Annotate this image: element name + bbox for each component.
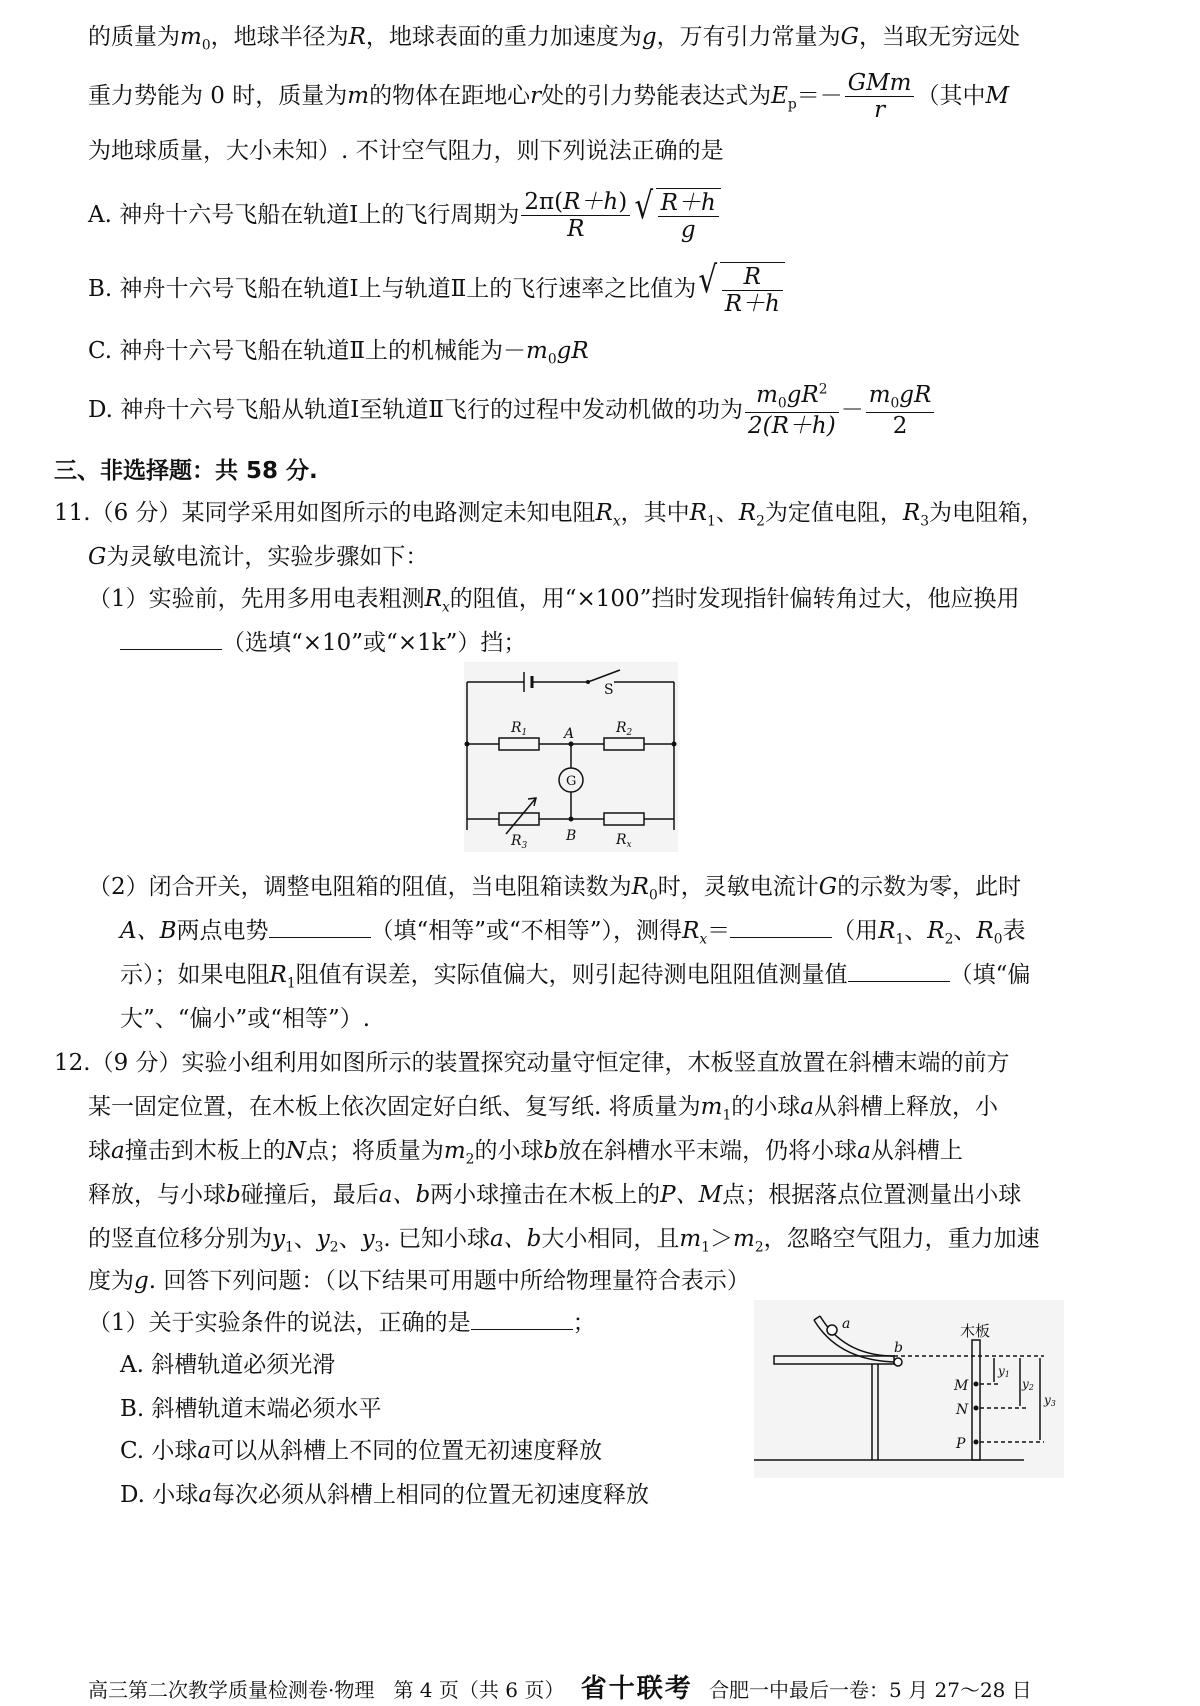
point-m-label: M [954,1378,969,1394]
label-g: G [566,774,577,789]
y3-label: y3 [1044,1393,1056,1408]
text-line: 的竖直位移分别为$y_1$、$y_2$、$y_3$. 已知小球a、b大小相同，且$m_1>m_2$，忽略空气阻力，重力加速 [88,1226,1040,1256]
answer-blank[interactable] [120,626,222,650]
text-line: （1）关于实验条件的说法，正确的是 ； [88,1304,596,1337]
label-s: S [604,682,614,698]
text-line: 为地球质量，大小未知）. 不计空气阻力，则下列说法正确的是 [88,138,724,164]
q12-option-c: C. 小球a可以从斜槽上不同的位置无初速度释放 [120,1438,603,1464]
text-line: （选填“×10”或“×1k”）挡； [120,624,526,657]
apparatus-diagram [754,1300,1064,1478]
ball-a-label: a [842,1316,851,1332]
answer-blank[interactable] [269,914,371,938]
circuit-diagram [464,662,678,852]
question-12: 12.（9 分）实验小组利用如图所示的装置探究动量守恒定律，木板竖直放置在斜槽末端的前方 [54,1050,1010,1076]
text-line: （2）闭合开关，调整电阻箱的阻值，当电阻箱读数为$R_0$时，灵敏电流计G的示数为零，此时 [88,874,1022,904]
text-line: 的质量为$m_0$，地球半径为R，地球表面的重力加速度为g，万有引力常量为G，当取无穷远处 [88,24,1021,54]
option-b: B. 神舟十六号飞船在轨道Ⅰ上与轨道Ⅱ上的飞行速率之比值为 √ $\frac{R}{R+h}$ [88,262,785,318]
label-r3: $R_3$ [511,833,528,851]
text-line: 度为g. 回答下列问题：（以下结果可用题中所给物理量符合表示） [88,1268,750,1294]
label-a: A [564,726,575,742]
text-line: 示）；如果电阻$R_1$阻值有误差，实际值偏大，则引起待测电阻阻值测量值 （填“偏 [120,956,1030,992]
y2-label: y2 [1022,1377,1034,1392]
label-rx: $R_x$ [616,832,632,850]
point-p-label: P [956,1436,966,1452]
option-a: A. 神舟十六号飞船在轨道Ⅰ上的飞行周期为 $\frac{2\pi(R+h)}{R}$ √ $\frac{R+h}{g}$ [88,188,721,244]
answer-blank[interactable] [730,914,832,938]
option-d: D. 神舟十六号飞船从轨道Ⅰ至轨道Ⅱ飞行的过程中发动机做的功为 $\frac{m_0gR^2}{2(R+h)}$ － $\frac{m_0gR}{2}$ [88,382,936,440]
q12-option-b: B. 斜槽轨道末端必须水平 [120,1396,382,1422]
page-footer: 高三第二次教学质量检测卷·物理 第 4 页（共 6 页） 省十联考 合肥一中最后一卷：5 月 27～28 日 [88,1674,1032,1704]
label-r1: $R_1$ [511,720,528,738]
option-c: C. 神舟十六号飞船在轨道Ⅱ上的机械能为$-m_0gR$ [88,338,589,368]
q12-option-d: D. 小球a每次必须从斜槽上相同的位置无初速度释放 [120,1482,649,1508]
text-line: 球a撞击到木板上的N点；将质量为$m_2$的小球b放在斜槽水平末端，仍将小球a从斜槽上 [88,1138,963,1168]
text-line: 释放，与小球b碰撞后，最后a、b两小球撞击在木板上的P、M点；根据落点位置测量出小球 [88,1182,1022,1208]
label-r2: $R_2$ [616,720,633,738]
answer-blank[interactable] [848,958,950,982]
section-heading: 三、非选择题：共 58 分. [54,458,318,484]
brand-logo: 省十联考 [580,1674,693,1704]
text-line: （1）实验前，先用多用电表粗测$R_x$的阻值，用“×100”挡时发现指针偏转角过大，他应换用 [88,586,1020,616]
y1-label: y1 [998,1364,1010,1379]
board-label: 木板 [960,1322,991,1340]
text-line: 大”、“偏小”或“相等”）. [120,1006,371,1032]
text-line: 重力势能为 0 时，质量为m的物体在距地心r处的引力势能表达式为$E_p=-$ $\frac{\text{GMm}}{r}$ （其中M [88,70,1010,124]
potential-fraction: $\frac{\text{GMm}}{r}$ [845,70,915,124]
text-line: 某一固定位置，在木板上依次固定好白纸、复写纸. 将质量为$m_1$的小球a从斜槽上释放，小 [88,1094,998,1124]
text-line: G为灵敏电流计，实验步骤如下： [88,544,429,570]
text-line: A、B两点电势 （填“相等”或“不相等”），测得$R_x=$ （用$R_1$、$R_2$、$R_0$表 [120,912,1026,948]
ball-b-label: b [894,1340,903,1356]
label-b: B [566,828,577,844]
q12-option-a: A. 斜槽轨道必须光滑 [120,1352,336,1378]
point-n-label: N [956,1402,969,1418]
question-11: 11.（6 分）某同学采用如图所示的电路测定未知电阻$R_x$，其中$R_1$、$R_2$为定值电阻，$R_3$为电阻箱， [54,500,1044,530]
answer-blank[interactable] [471,1306,573,1330]
